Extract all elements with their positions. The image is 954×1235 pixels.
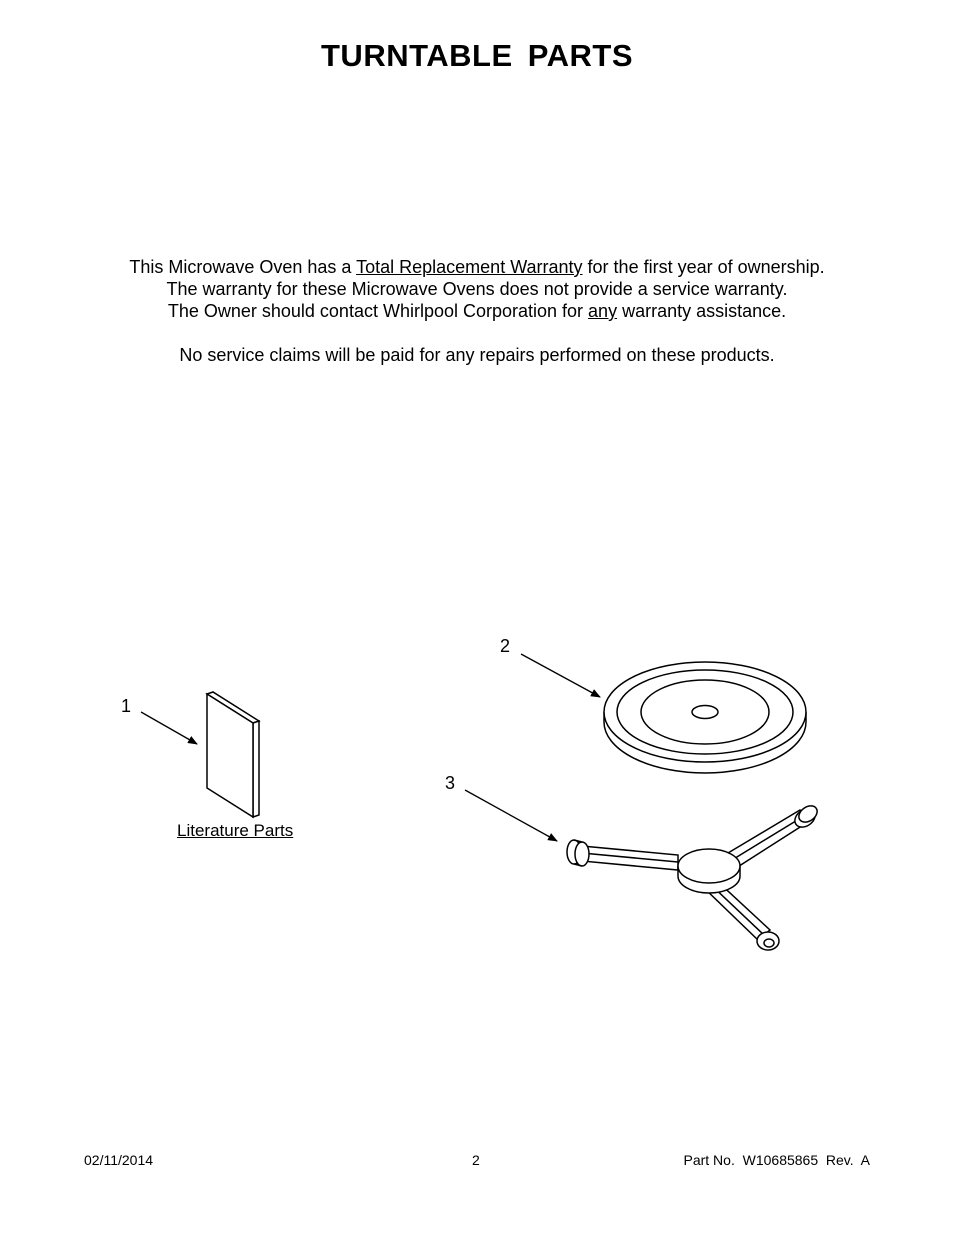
callout-2-leader	[521, 654, 600, 697]
warranty-line-3-prefix: The Owner should contact Whirlpool Corporation for	[167, 301, 589, 321]
warranty-line-4: No service claims will be paid for any repairs performed on these products.	[179, 345, 775, 365]
callout-1-leader	[141, 712, 197, 744]
literature-parts-label: Literature Parts	[177, 821, 294, 840]
callout-3-leader	[465, 790, 557, 841]
warranty-term: Total Replacement Warranty	[356, 257, 583, 277]
callout-3: 3	[445, 773, 456, 793]
footer-date: 02/11/2014	[84, 1152, 154, 1168]
callout-1: 1	[121, 696, 132, 716]
footer-part-number: Part No. W10685865 Rev. A	[683, 1152, 870, 1168]
page-title: TURNTABLE PARTS	[321, 38, 633, 73]
warranty-line-3-suffix: warranty assistance.	[617, 301, 787, 321]
warranty-any: any	[588, 301, 618, 321]
callout-2: 2	[500, 636, 511, 656]
warranty-line-1-prefix: This Microwave Oven has a	[129, 257, 357, 277]
literature-booklet-icon	[207, 692, 259, 817]
turntable-support-icon	[567, 803, 820, 950]
turntable-tray-icon	[604, 662, 806, 773]
warranty-line-1-suffix: for the first year of ownership.	[582, 257, 825, 277]
warranty-line-2: The warranty for these Microwave Ovens does not provide a service warranty.	[166, 279, 788, 299]
footer-page-number: 2	[472, 1152, 480, 1168]
